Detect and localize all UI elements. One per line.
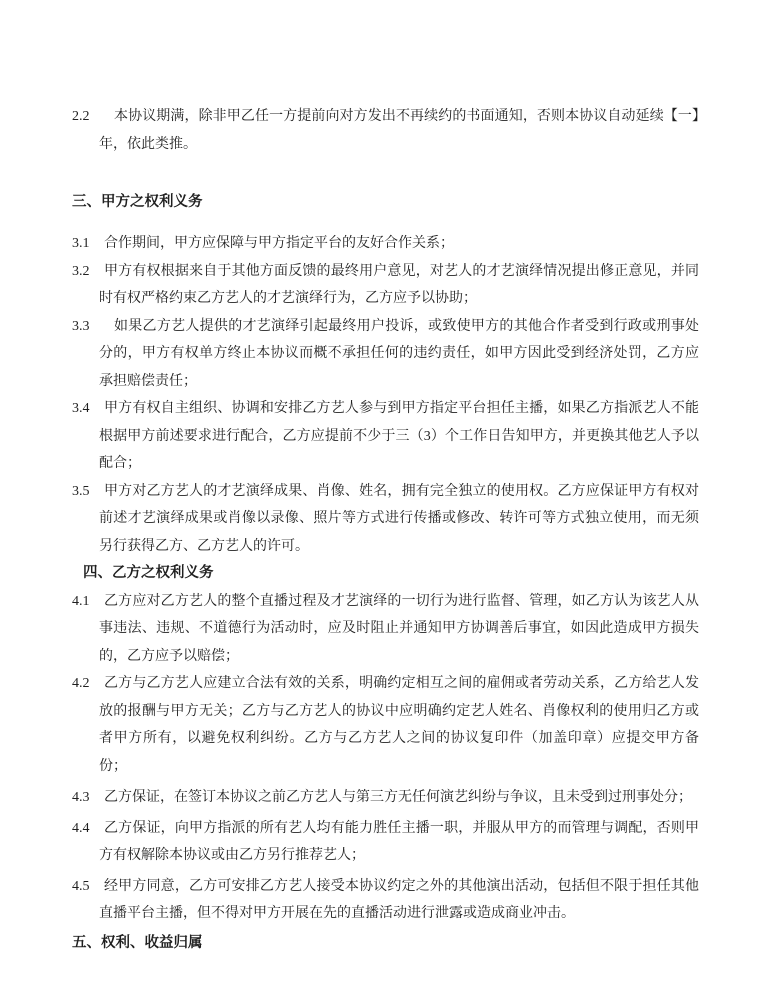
clause-4-1 xyxy=(72,588,699,671)
clause-number: 4.2 xyxy=(72,676,90,691)
clause-number: 3.2 xyxy=(72,263,90,279)
clause-text: 乙方保证，向甲方指派的所有艺人均有能力胜任主播一职，并服从甲方的而管理与调配，否则甲方有权解除本协议或由乙方另行推荐艺人； xyxy=(99,820,699,863)
clause-number: 4.5 xyxy=(72,878,90,894)
clause-text: 乙方保证，在签订本协议之前乙方艺人与第三方无任何演艺纠纷与争议，且未受到过刑事处分； xyxy=(104,790,692,805)
clause-text: 乙方与乙方艺人应建立合法有效的关系，明确约定相互之间的雇佣或者劳动关系，乙方给艺人发放的报酬与甲方无关；乙方与乙方艺人的协议中应明确约定艺人姓名、肖像权利的使用归乙方或者甲方所有，以避免权利纠纷。乙方与乙方艺人之间的协议复印件（加盖印章）应提交甲方备份； xyxy=(99,676,699,774)
clause-text: 合作期间，甲方应保障与甲方指定平台的友好合作关系； xyxy=(104,236,454,251)
clause-4-2 xyxy=(72,670,699,780)
clause-3-3 xyxy=(72,313,699,396)
clause-3-4 xyxy=(72,395,699,478)
clause-text: 如果乙方艺人提供的才艺演绎引起最终用户投诉，或致使甲方的其他合作者受到行政或刑事处分的，甲方有权单方终止本协议而概不承担任何的违约责任，如甲方因此受到经济处罚，乙方应承担赔偿责任； xyxy=(99,318,699,389)
clause-text: 本协议期满，除非甲乙任一方提前向对方发出不再续约的书面通知，否则本协议自动延续【一】年，依此类推。 xyxy=(99,109,699,152)
clause-text: 经甲方同意，乙方可安排乙方艺人接受本协议约定之外的其他演出活动，包括但不限于担任其他直播平台主播，但不得对甲方开展在先的直播活动进行泄露或造成商业冲击。 xyxy=(99,878,699,921)
clause-3-2 xyxy=(72,258,699,313)
clause-4-3 xyxy=(72,784,699,812)
clause-number: 3.3 xyxy=(72,318,90,334)
clause-number: 4.3 xyxy=(72,790,90,805)
clause-number: 3.5 xyxy=(72,483,90,499)
section-heading-3: 三、甲方之权利义务 xyxy=(72,194,203,210)
section-heading-5: 五、权利、收益归属 xyxy=(72,934,203,951)
clause-text: 甲方对乙方艺人的才艺演绎成果、肖像、姓名，拥有完全独立的使用权。乙方应保证甲方有权对前述才艺演绎成果或肖像以录像、照片等方式进行传播或修改、转许可等方式独立使用，而无须另行获得乙方、乙方艺人的许可。 xyxy=(99,483,699,554)
clause-3-1 xyxy=(72,230,699,258)
clause-4-4 xyxy=(72,815,699,870)
clause-number: 2.2 xyxy=(72,109,90,124)
clause-number: 3.4 xyxy=(72,401,90,416)
clause-number: 4.4 xyxy=(72,820,90,836)
clause-text: 甲方有权根据来自于其他方面反馈的最终用户意见，对艺人的才艺演绎情况提出修正意见，并同时有权严格约束乙方艺人的才艺演绎行为，乙方应予以协助； xyxy=(99,263,699,306)
clause-number: 3.1 xyxy=(72,236,90,251)
clause-4-5 xyxy=(72,873,699,928)
clause-text: 乙方应对乙方艺人的整个直播过程及才艺演绎的一切行为进行监督、管理，如乙方认为该艺人从事违法、违规、不道德行为活动时，应及时阻止并通知甲方协调善后事宜，如因此造成甲方损失的，乙方应予以赔偿； xyxy=(99,593,699,664)
clause-text: 甲方有权自主组织、协调和安排乙方艺人参与到甲方指定平台担任主播，如果乙方指派艺人不能根据甲方前述要求进行配合，乙方应提前不少于三（3）个工作日告知甲方，并更换其他艺人予以配合； xyxy=(99,401,699,471)
clause-3-5 xyxy=(72,478,699,561)
section-heading-4: 四、乙方之权利义务 xyxy=(83,565,214,581)
clause-2-2 xyxy=(72,103,699,158)
clause-number: 4.1 xyxy=(72,593,90,609)
